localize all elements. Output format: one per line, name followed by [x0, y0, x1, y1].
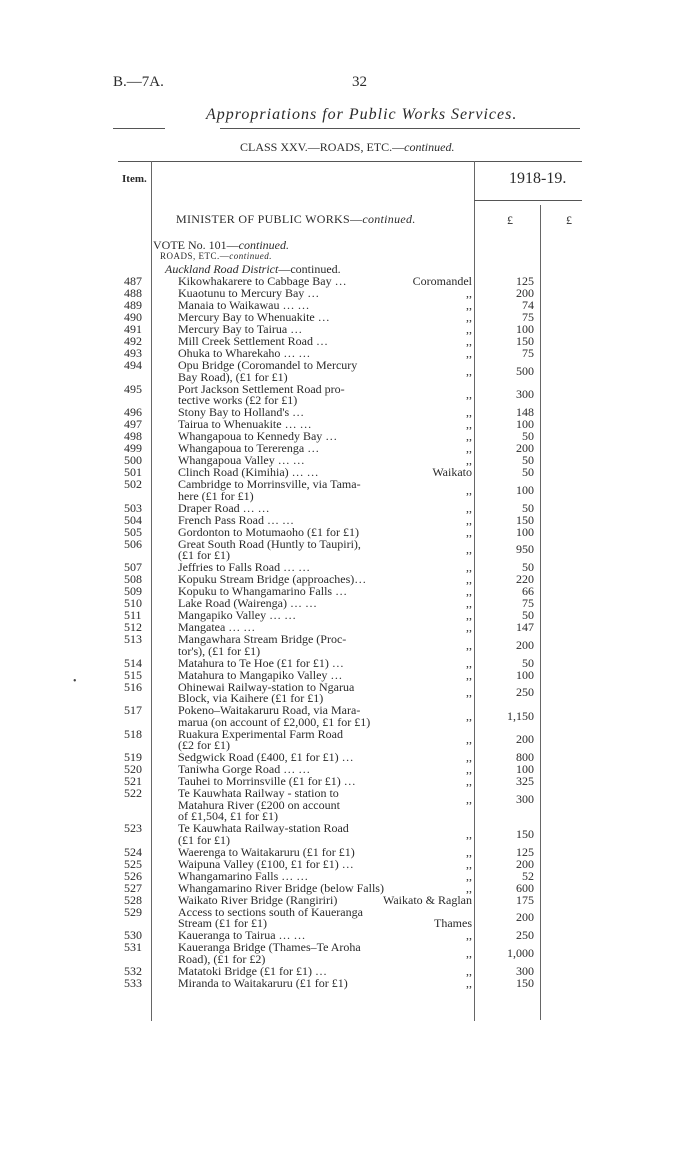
item-amount: 300 — [516, 387, 534, 402]
item-amount: 125 — [516, 274, 534, 288]
item-description: French Pass Road … … — [178, 512, 294, 527]
item-description: Waipuna Valley (£100, £1 for £1) … — [178, 856, 354, 871]
item-number: 494 — [124, 358, 142, 372]
item-description: Tauhei to Morrinsville (£1 for £1) … — [178, 774, 356, 788]
item-description: Whangapoua Valley … … — [178, 453, 305, 467]
item-number: 530 — [124, 928, 142, 942]
item-number: 488 — [124, 286, 142, 300]
class-heading-cont: continued. — [404, 140, 455, 154]
item-district: ,, — [466, 584, 472, 598]
item-description: Matahura to Mangapiko Valley … — [178, 667, 343, 682]
item-description: Mangapiko Valley … … — [178, 608, 297, 622]
item-amount: 1,000 — [507, 945, 534, 960]
item-amount: 250 — [516, 928, 534, 942]
item-description: Ohinewai Railway-station to Ngarua Block, via Kaihere (£1 for £1) — [178, 679, 355, 705]
item-description: Whangamarino Falls … … — [178, 868, 309, 883]
item-description: Whangapoua to Kennedy Bay … — [178, 429, 338, 443]
item-district: Thames — [434, 916, 472, 930]
item-amount: 175 — [516, 892, 534, 907]
item-number: 502 — [124, 477, 142, 491]
item-district: ,, — [466, 844, 472, 859]
item-number: 517 — [124, 703, 142, 717]
item-number: 527 — [124, 880, 142, 895]
item-amount: 125 — [516, 844, 534, 859]
item-column-header: Item. — [122, 173, 147, 185]
item-amount: 200 — [516, 441, 534, 455]
roads-subheading — [160, 251, 272, 261]
item-description: Kauerangа to Tairua … … — [178, 928, 306, 942]
item-district: ,, — [466, 667, 472, 682]
year-column-header: 1918-19. — [509, 170, 567, 187]
item-description: Mill Creek Settlement Road … — [178, 334, 328, 348]
item-district: ,, — [466, 524, 472, 539]
item-amount: 50 — [522, 500, 534, 515]
item-number: 505 — [124, 524, 142, 539]
amount-column-rule — [540, 205, 541, 1020]
item-description: Opu Bridge (Coromandel to Mercury Bay Road), (£1 for £1) — [178, 358, 358, 384]
item-number: 504 — [124, 512, 142, 527]
item-amount: 100 — [516, 417, 534, 431]
item-district: ,, — [466, 637, 472, 652]
item-number: 528 — [124, 892, 142, 907]
item-number: 522 — [124, 786, 142, 800]
item-number: 489 — [124, 298, 142, 312]
item-number: 524 — [124, 844, 142, 859]
item-description: Pokeno–Waitakaruru Road, via Mara- marua (on account of £2,000, £1 for £1) — [178, 703, 371, 729]
minister-text: MINISTER OF PUBLIC WORKS— — [176, 212, 363, 226]
item-number: 526 — [124, 868, 142, 883]
item-number: 531 — [124, 940, 142, 954]
item-district: ,, — [466, 429, 472, 443]
item-description: Great South Road (Huntly to Taupiri), (£1 for £1) — [178, 536, 361, 562]
item-number: 497 — [124, 417, 142, 431]
item-number: 532 — [124, 963, 142, 978]
item-district: ,, — [466, 405, 472, 419]
item-amount: 75 — [522, 596, 534, 610]
rule-right — [220, 128, 580, 129]
item-amount: 75 — [522, 310, 534, 324]
document-code: B.—7A. — [113, 74, 164, 90]
item-number: 512 — [124, 620, 142, 634]
item-amount: 325 — [516, 774, 534, 788]
item-number: 490 — [124, 310, 142, 324]
item-district: ,, — [466, 542, 472, 557]
item-amount: 800 — [516, 750, 534, 764]
item-description: Mangawhara Stream Bridge (Proc- tor's), (£1 for £1) — [178, 632, 347, 658]
item-district: ,, — [466, 453, 472, 467]
item-amount: 200 — [516, 286, 534, 300]
item-district: ,, — [466, 685, 472, 700]
item-amount: 220 — [516, 572, 534, 586]
item-description: Lake Road (Wairenga) … … — [178, 596, 317, 610]
item-description: Kikowhakarere to Cabbage Bay … — [178, 274, 347, 288]
item-description: Waerenga to Waitakaruru (£1 for £1) — [178, 844, 355, 859]
item-district: ,, — [466, 596, 472, 610]
item-district: ,, — [466, 928, 472, 942]
item-amount: 300 — [516, 963, 534, 978]
item-number: 510 — [124, 596, 142, 610]
item-number: 523 — [124, 821, 142, 835]
item-district: ,, — [466, 880, 472, 895]
item-number: 521 — [124, 774, 142, 788]
roads-cont: continued. — [229, 251, 273, 261]
item-district: ,, — [466, 975, 472, 990]
item-description: Clinch Road (Kimihia) … … — [178, 465, 319, 479]
item-amount: 150 — [516, 826, 534, 841]
item-district: ,, — [466, 572, 472, 586]
item-number: 503 — [124, 500, 142, 515]
item-number: 493 — [124, 346, 142, 360]
item-amount: 600 — [516, 880, 534, 895]
item-number: 501 — [124, 465, 142, 479]
class-heading — [240, 140, 454, 155]
item-amount: 50 — [522, 655, 534, 670]
minister-heading — [176, 212, 416, 227]
minister-cont: continued. — [362, 212, 416, 226]
item-district: ,, — [466, 310, 472, 324]
table-top-rule — [118, 161, 582, 162]
item-number: 513 — [124, 632, 142, 646]
item-district: ,, — [466, 791, 472, 806]
item-district: ,, — [466, 708, 472, 723]
item-district: ,, — [466, 482, 472, 497]
item-district: Coromandel — [412, 274, 472, 288]
item-district: Waikato & Raglan — [382, 892, 472, 907]
item-district: ,, — [466, 774, 472, 788]
item-amount: 950 — [516, 542, 534, 557]
item-description: Gordonton to Motumaoho (£1 for £1) — [178, 524, 359, 539]
item-amount: 150 — [516, 512, 534, 527]
item-amount: 1,150 — [507, 708, 534, 723]
item-number: 525 — [124, 856, 142, 871]
item-number: 515 — [124, 667, 142, 682]
item-district: ,, — [466, 346, 472, 360]
item-number: 533 — [124, 975, 142, 990]
item-amount: 100 — [516, 762, 534, 776]
item-number: 495 — [124, 381, 142, 396]
item-amount: 100 — [516, 524, 534, 539]
item-description: Draper Road … … — [178, 500, 270, 515]
item-description: Matatoki Bridge (£1 for £1) … — [178, 963, 327, 978]
item-description: Kopuku Stream Bridge (approaches)… — [178, 572, 367, 586]
item-description: Kauerangа Bridge (Thames–Te Aroha Road), (£1 for £2) — [178, 940, 361, 966]
item-district: ,, — [466, 286, 472, 300]
item-amount: 100 — [516, 322, 534, 336]
item-district: ,, — [466, 856, 472, 871]
vote-cont: continued. — [238, 238, 289, 252]
item-description: Te Kauwhata Railway-station Road (£1 for £1) — [178, 821, 349, 847]
item-description: Tairua to Whenuakite … … — [178, 417, 312, 431]
item-district: ,, — [466, 868, 472, 883]
item-number: 491 — [124, 322, 142, 336]
item-description: Whangapoua to Tererenga … — [178, 441, 320, 455]
item-district: ,, — [466, 655, 472, 670]
item-description: Port Jackson Settlement Road pro- tective works (£2 for £1) — [178, 381, 345, 407]
item-amount: 150 — [516, 334, 534, 348]
item-district: ,, — [466, 750, 472, 764]
item-description: Access to sections south of Kauerangа Stream (£1 for £1) — [178, 904, 363, 930]
item-district: Waikato — [432, 465, 472, 479]
item-amount: 50 — [522, 429, 534, 443]
item-number: 496 — [124, 405, 142, 419]
district-column-rule — [474, 161, 475, 1021]
item-district: ,, — [466, 334, 472, 348]
item-district: ,, — [466, 387, 472, 402]
item-description: Cambridge to Morrinsville, via Tama- here (£1 for £1) — [178, 477, 361, 503]
item-description: Waikato River Bridge (Rangiriri) — [178, 892, 338, 907]
class-heading-main: CLASS XXV.—ROADS, ETC.— — [240, 140, 405, 154]
item-amount: 250 — [516, 685, 534, 700]
item-amount: 150 — [516, 975, 534, 990]
item-number: 520 — [124, 762, 142, 776]
item-amount: 50 — [522, 453, 534, 467]
item-amount: 200 — [516, 856, 534, 871]
item-description: Miranda to Waitakaruru (£1 for £1) — [178, 975, 348, 990]
item-district: ,, — [466, 826, 472, 841]
item-number: 492 — [124, 334, 142, 348]
item-description: Mangatea … … — [178, 620, 256, 634]
item-district: ,, — [466, 500, 472, 515]
item-description: Ruakura Experimental Farm Road (£2 for £1) — [178, 726, 343, 752]
item-description: Taniwha Gorge Road … … — [178, 762, 311, 776]
vote-text: VOTE No. 101— — [153, 238, 239, 252]
item-number: 518 — [124, 726, 142, 741]
item-amount: 100 — [516, 667, 534, 682]
year-rule — [474, 200, 582, 201]
item-amount: 75 — [522, 346, 534, 360]
item-number: 506 — [124, 536, 142, 551]
item-amount: 300 — [516, 791, 534, 806]
item-number: 500 — [124, 453, 142, 467]
item-district: ,, — [466, 620, 472, 634]
item-description: Jeffries to Falls Road … … — [178, 560, 311, 574]
pound-sign-left: £ — [507, 213, 513, 227]
item-district: ,, — [466, 512, 472, 527]
item-number: 511 — [124, 608, 142, 622]
item-amount: 52 — [522, 868, 534, 883]
page-title: Appropriations for Public Works Services. — [206, 106, 518, 123]
item-description: Kopuku to Whangamarino Falls … — [178, 584, 348, 598]
item-amount: 66 — [522, 584, 534, 598]
item-amount: 50 — [522, 560, 534, 574]
item-number: 519 — [124, 750, 142, 764]
item-description: Matahura to Te Hoe (£1 for £1) … — [178, 655, 344, 670]
pound-sign-right: £ — [566, 213, 572, 227]
item-amount: 148 — [516, 405, 534, 419]
district-text: Auckland Road District — [165, 262, 279, 276]
item-amount: 74 — [522, 298, 534, 312]
item-amount: 50 — [522, 608, 534, 622]
item-district: ,, — [466, 732, 472, 747]
item-number: 514 — [124, 655, 142, 670]
item-number: 487 — [124, 274, 142, 288]
item-number: 499 — [124, 441, 142, 455]
item-amount: 200 — [516, 732, 534, 747]
item-district: ,, — [466, 560, 472, 574]
item-description: Kuaotunu to Mercury Bay … — [178, 286, 320, 300]
item-number: 507 — [124, 560, 142, 574]
item-district: ,, — [466, 441, 472, 455]
item-description: Mercury Bay to Tairua … — [178, 322, 303, 336]
item-amount: 50 — [522, 465, 534, 479]
roads-text: ROADS, ETC.— — [160, 251, 230, 261]
item-district: ,, — [466, 363, 472, 378]
item-district: ,, — [466, 298, 472, 312]
margin-mark: • — [73, 676, 77, 687]
item-district: ,, — [466, 417, 472, 431]
item-amount: 200 — [516, 910, 534, 925]
item-number: 509 — [124, 584, 142, 598]
item-district: ,, — [466, 608, 472, 622]
item-description: Stony Bay to Holland's … — [178, 405, 305, 419]
item-amount: 147 — [516, 620, 534, 634]
item-number: 516 — [124, 679, 142, 694]
item-column-rule — [151, 161, 152, 1021]
rule-left — [113, 128, 165, 129]
item-amount: 500 — [516, 363, 534, 378]
item-district: ,, — [466, 945, 472, 960]
item-number: 508 — [124, 572, 142, 586]
item-description: Mercury Bay to Whenuakite … — [178, 310, 330, 324]
page-number: 32 — [352, 74, 367, 90]
item-description: Sedgwick Road (£400, £1 for £1) … — [178, 750, 354, 764]
item-description: Te Kauwhata Railway - station to Matahura River (£200 on account of £1,504, £1 for £1) — [178, 786, 340, 823]
item-description: Ohuka to Wharekaho … … — [178, 346, 311, 360]
item-district: ,, — [466, 963, 472, 978]
item-number: 529 — [124, 904, 142, 919]
item-description: Whangamarino River Bridge (below Falls) — [178, 880, 384, 895]
item-district: ,, — [466, 762, 472, 776]
item-description: Manaia to Waikawau … … — [178, 298, 310, 312]
item-district: ,, — [466, 322, 472, 336]
district-cont: —continued. — [278, 262, 341, 276]
item-amount: 100 — [516, 482, 534, 497]
item-amount: 200 — [516, 637, 534, 652]
item-number: 498 — [124, 429, 142, 443]
